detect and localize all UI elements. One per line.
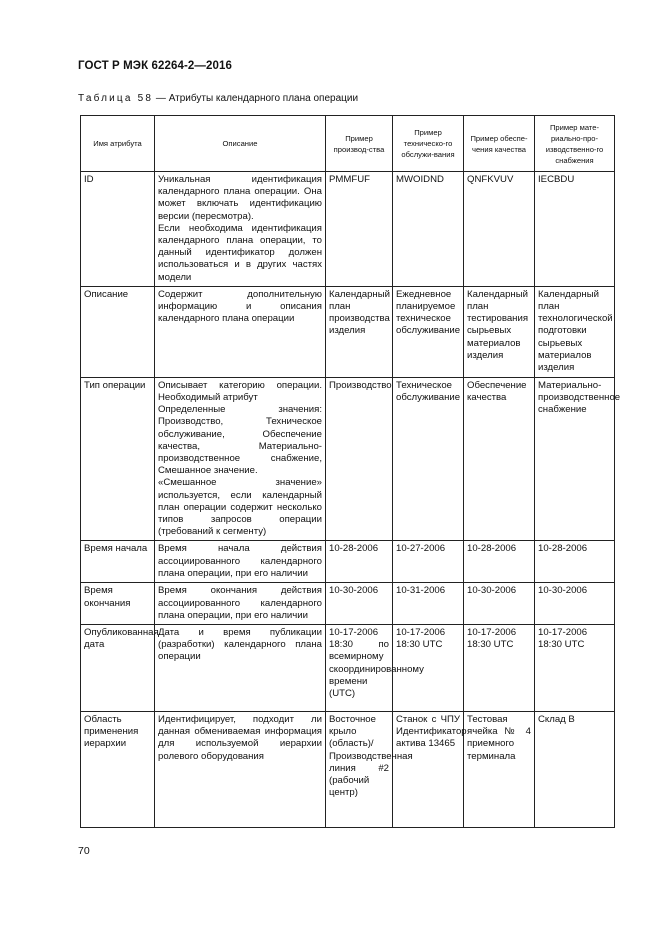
table-row bbox=[81, 172, 615, 287]
cell-description: Описывает категорию операции. Необходимый атрибут Определенные значения: Производство, Техническое обслуживание, Обеспечение качества, Материально-производственное снабжение, Смешанное значение. «Смешанное значение» используется, если календарный план операции содержит несколько типов запросов операции (требований к сегменту) bbox=[155, 377, 326, 541]
cell-maintenance: 10-27-2006 bbox=[393, 541, 464, 583]
cell-maintenance: Станок с ЧПУ Идентификатор актива 13465 bbox=[393, 712, 464, 828]
cell-description: Дата и время публикации (разработки) календарного плана операции bbox=[155, 625, 326, 712]
cell-maintenance: Ежедневное планируемое техническое обслуживание bbox=[393, 286, 464, 377]
column-header-maintenance: Пример техническо-го обслужи-вания bbox=[393, 116, 464, 172]
cell-production: PMMFUF bbox=[326, 172, 393, 287]
page-number: 70 bbox=[78, 845, 90, 857]
cell-quality: 10-17-2006 18:30 UTC bbox=[464, 625, 535, 712]
table-caption-text: Атрибуты календарного плана операции bbox=[168, 93, 359, 104]
cell-quality: 10-30-2006 bbox=[464, 583, 535, 625]
cell-description: Идентифицирует, подходит ли данная обмениваемая информация для используемой иерархии ролевого оборудования bbox=[155, 712, 326, 828]
table-caption-dash: — bbox=[153, 93, 169, 104]
cell-inventory: 10-17-2006 18:30 UTC bbox=[535, 625, 615, 712]
document-title: ГОСТ Р МЭК 62264-2—2016 bbox=[78, 60, 232, 72]
cell-production: Производство bbox=[326, 377, 393, 541]
cell-production: Восточное крыло (область)/ Производственная линия #2 (рабочий центр) bbox=[326, 712, 393, 828]
column-header-name: Имя атрибута bbox=[81, 116, 155, 172]
table-row bbox=[81, 286, 615, 377]
cell-description: Время начала действия ассоциированного календарного плана операции, при его наличии bbox=[155, 541, 326, 583]
cell-attribute-name: Опубликованная дата bbox=[81, 625, 155, 712]
cell-attribute-name: Описание bbox=[81, 286, 155, 377]
column-header-quality: Пример обеспе-чения качества bbox=[464, 116, 535, 172]
cell-attribute-name: ID bbox=[81, 172, 155, 287]
cell-maintenance: Техническое обслуживание bbox=[393, 377, 464, 541]
cell-maintenance: 10-31-2006 bbox=[393, 583, 464, 625]
attributes-table bbox=[80, 115, 621, 828]
cell-production: 10-28-2006 bbox=[326, 541, 393, 583]
cell-inventory: 10-28-2006 bbox=[535, 541, 615, 583]
cell-description: Время окончания действия ассоциированного календарного плана операции, при его наличии bbox=[155, 583, 326, 625]
table-caption bbox=[78, 93, 358, 104]
cell-inventory: Календарный план технологической подготовки сырьевых материалов изделия bbox=[535, 286, 615, 377]
cell-inventory: Материально-производственное снабжение bbox=[535, 377, 615, 541]
table-row bbox=[81, 583, 615, 625]
cell-attribute-name: Область применения иерархии bbox=[81, 712, 155, 828]
cell-maintenance: MWOIDND bbox=[393, 172, 464, 287]
cell-description: Уникальная идентификация календарного плана операции. Она может включать идентификацию версии (пересмотра). Если необходима идентификация календарного плана операции, то данный идентификатор должен использоваться и в других частях модели bbox=[155, 172, 326, 287]
cell-inventory: Склад В bbox=[535, 712, 615, 828]
cell-quality: Тестовая ячейка № 4 приемного терминала bbox=[464, 712, 535, 828]
cell-quality: Календарный план тестирования сырьевых материалов изделия bbox=[464, 286, 535, 377]
column-header-production: Пример производ-ства bbox=[326, 116, 393, 172]
cell-attribute-name: Тип операции bbox=[81, 377, 155, 541]
cell-description: Содержит дополнительную информацию и описания календарного плана операции bbox=[155, 286, 326, 377]
cell-quality: 10-28-2006 bbox=[464, 541, 535, 583]
cell-attribute-name: Время окончания bbox=[81, 583, 155, 625]
cell-attribute-name: Время начала bbox=[81, 541, 155, 583]
column-header-inventory: Пример мате-риально-про-изводственно-го снабжения bbox=[535, 116, 615, 172]
cell-inventory: 10-30-2006 bbox=[535, 583, 615, 625]
table-header-row bbox=[81, 116, 615, 172]
table-row bbox=[81, 377, 615, 541]
table-row bbox=[81, 625, 615, 712]
cell-production: Календарный план производства изделия bbox=[326, 286, 393, 377]
cell-production: 10-30-2006 bbox=[326, 583, 393, 625]
cell-maintenance: 10-17-2006 18:30 UTC bbox=[393, 625, 464, 712]
cell-production: 10-17-2006 18:30 по всемирному скоординированному времени (UTC) bbox=[326, 625, 393, 712]
cell-inventory: IECBDU bbox=[535, 172, 615, 287]
column-header-description: Описание bbox=[155, 116, 326, 172]
cell-quality: QNFKVUV bbox=[464, 172, 535, 287]
table-caption-label: Таблица 58 bbox=[78, 93, 154, 104]
cell-quality: Обеспечение качества bbox=[464, 377, 535, 541]
table-row bbox=[81, 712, 615, 828]
table-row bbox=[81, 541, 615, 583]
